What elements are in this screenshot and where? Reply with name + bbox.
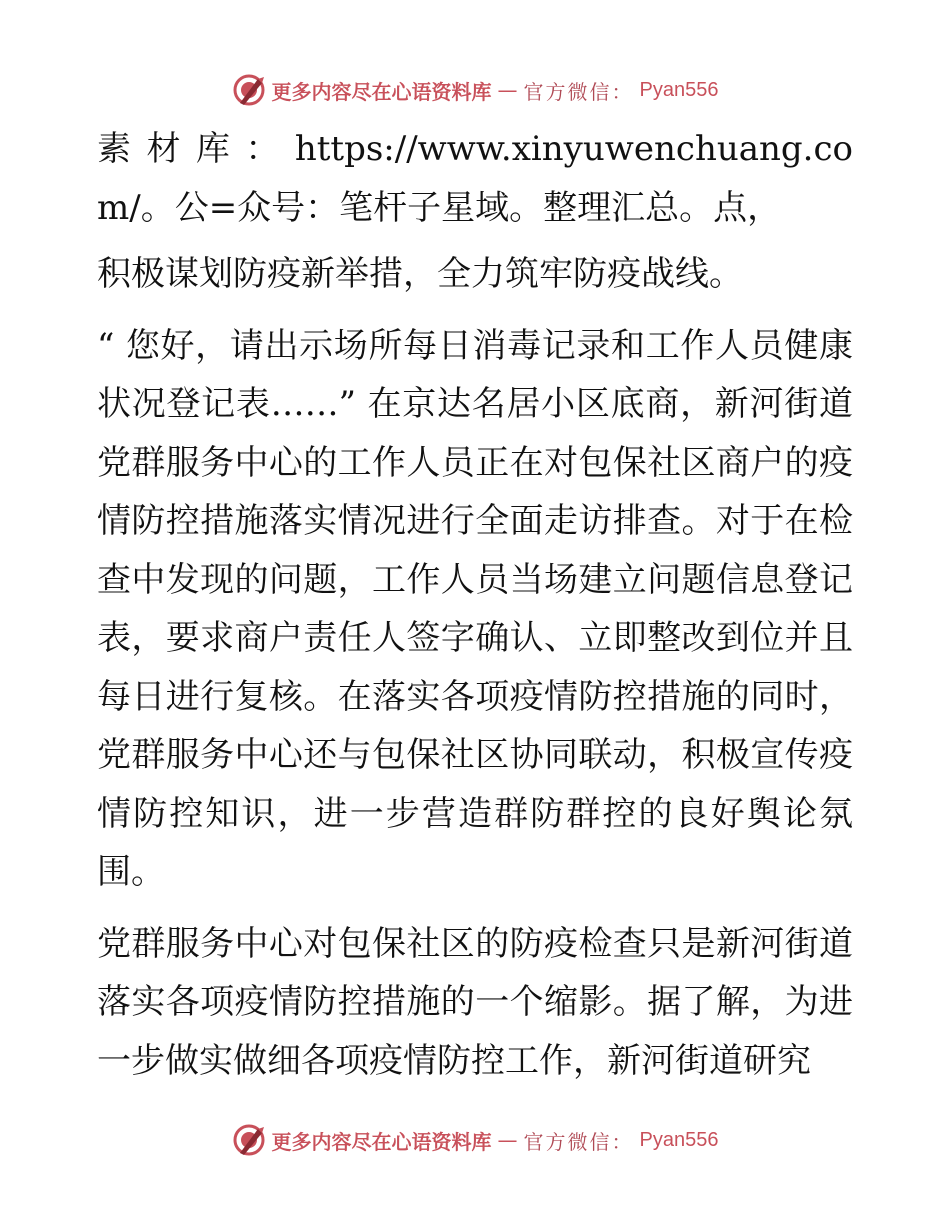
header-watermark-banner — [0, 70, 950, 110]
paragraph-inspection: “ 您好，请出示场所每日消毒记录和工作人员健康状况登记表……” 在京达名居小区底商，新河街道党群服务中心的工作人员正在对包保社区商户的疫情防控措施落实情况进行全面走访排查。对于在检查中发现的问题，工作人员当场建立问题信息登记表，要求商户责任人签字确认、立即整改到位并且每日进行复核。在落实各项疫情防控措施的同时，党群服务中心还与包保社区协同联动，积极宣传疫情防控知识，进一步营造群防群控的良好舆论氛围。 — [97, 325, 853, 892]
banner-wechat-id: Pyan556 — [639, 78, 719, 101]
banner-official-label: 官方微信： — [523, 1129, 634, 1154]
banner-main-text: 更多内容尽在心语资料库 — [271, 1129, 492, 1154]
footer-watermark-banner — [0, 1120, 950, 1160]
paragraph-heading: 积极谋划防疫新举措，全力筑牢防疫战线。 — [97, 254, 743, 294]
banner-main-text: 更多内容尽在心语资料库 — [271, 79, 492, 104]
paragraph-source: 素材库：https://www.xinyuwenchuang.com/。公=众号：笔杆子星域。整理汇总。点， — [97, 129, 853, 228]
banner-official-label: 官方微信： — [523, 79, 634, 104]
pen-logo-icon — [232, 1123, 266, 1157]
pen-logo-icon — [232, 73, 266, 107]
paragraph-summary: 党群服务中心对包保社区的防疫检查只是新河街道落实各项疫情防控措施的一个缩影。据了解，为进一步做实做细各项疫情防控工作，新河街道研究 — [97, 923, 853, 1081]
banner-dash: — — [497, 78, 518, 102]
banner-dash: — — [497, 1128, 518, 1152]
document-body — [97, 120, 853, 1103]
banner-wechat-id: Pyan556 — [639, 1128, 719, 1151]
